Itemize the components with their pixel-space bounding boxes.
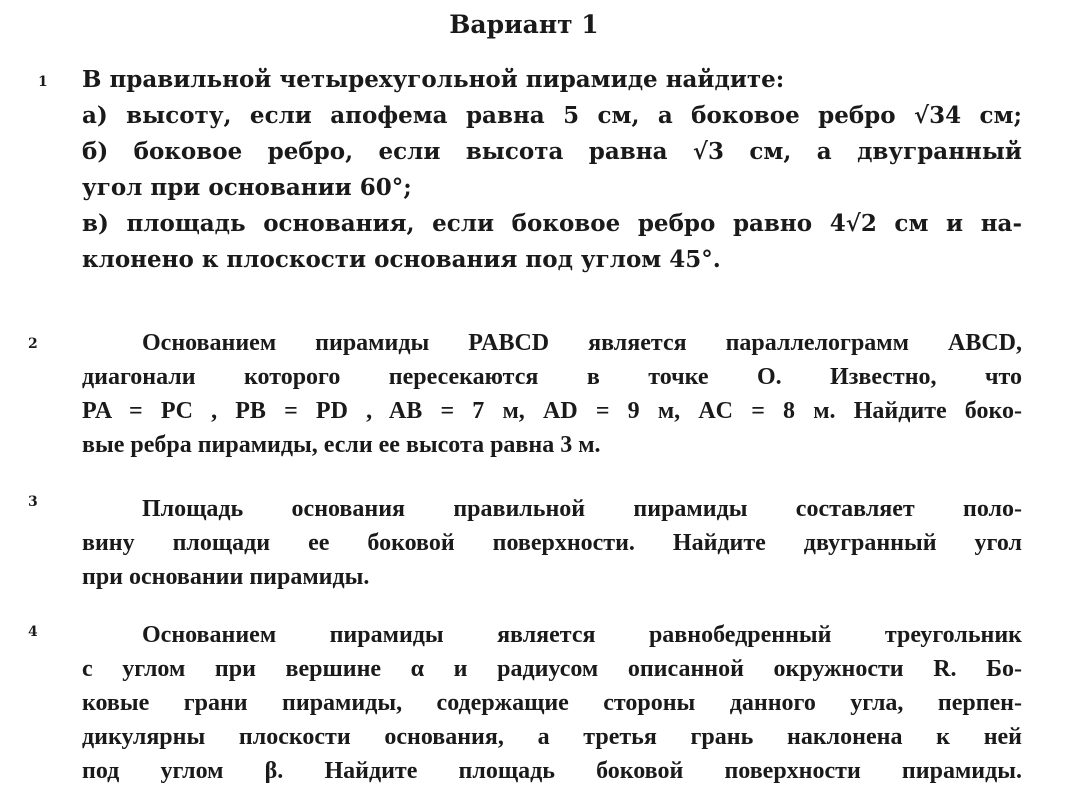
problem-1-line-5: в) площадь основания, если боковое ребро равно 4√2 см и на- bbox=[82, 210, 1022, 237]
problem-number-4: 4 bbox=[28, 624, 38, 640]
problem-1-line-3: б) боковое ребро, если высота равна √3 см, а двугранный bbox=[82, 138, 1022, 165]
problem-1-line-1: В правильной четырехугольной пирамиде найдите: bbox=[82, 66, 785, 93]
problem-4-line-4: дикулярны плоскости основания, а третья грань наклонена к ней bbox=[82, 724, 1022, 750]
problem-1 bbox=[82, 62, 1022, 278]
problem-2-line-1: Основанием пирамиды PABCD является параллелограмм ABCD, bbox=[142, 330, 1022, 356]
problem-number-3: 3 bbox=[28, 494, 38, 510]
problem-4 bbox=[82, 618, 1022, 788]
variant-title: Вариант 1 bbox=[449, 10, 599, 39]
problem-2-line-2: диагонали которого пересекаются в точке O. Известно, что bbox=[82, 364, 1023, 390]
problem-4-line-1: Основанием пирамиды является равнобедренный треугольник bbox=[142, 622, 1022, 648]
problem-4-line-5: под углом β. Найдите площадь боковой поверхности пирамиды. bbox=[82, 758, 1022, 784]
problem-1-line-6: клонено к плоскости основания под углом 45°. bbox=[82, 246, 721, 273]
problem-3-line-1: Площадь основания правильной пирамиды составляет поло- bbox=[142, 496, 1022, 522]
problem-3-line-2: вину площади ее боковой поверхности. Найдите двугранный угол bbox=[82, 530, 1022, 556]
problem-4-line-3: ковые грани пирамиды, содержащие стороны данного угла, перпен- bbox=[82, 690, 1022, 716]
problem-1-line-2: а) высоту, если апофема равна 5 см, а боковое ребро √34 см; bbox=[82, 102, 1022, 129]
problem-2-line-4: вые ребра пирамиды, если ее высота равна 3 м. bbox=[82, 432, 601, 458]
problem-2-line-3: PA = PC , PB = PD , AB = 7 м, AD = 9 м, AC = 8 м. Найдите боко- bbox=[82, 398, 1022, 424]
problem-1-line-4: угол при основании 60°; bbox=[82, 174, 412, 201]
problem-3 bbox=[82, 492, 1022, 594]
problem-3-line-3: при основании пирамиды. bbox=[82, 564, 370, 590]
problem-2 bbox=[82, 326, 1022, 462]
problem-4-line-2: с углом при вершине α и радиусом описанной окружности R. Бо- bbox=[82, 656, 1022, 682]
problem-number-1: 1 bbox=[38, 74, 48, 90]
problem-number-2: 2 bbox=[28, 336, 38, 352]
